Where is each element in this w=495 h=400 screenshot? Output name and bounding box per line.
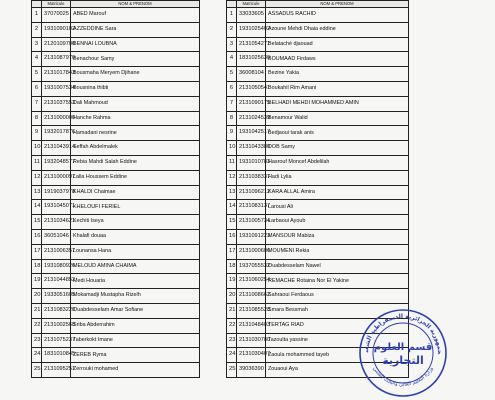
row-number: 23 xyxy=(227,333,237,348)
table-row xyxy=(32,96,200,111)
row-number: 21 xyxy=(32,303,42,318)
table-row xyxy=(32,348,200,363)
row-number: 19 xyxy=(32,274,42,289)
row-number: 16 xyxy=(227,229,237,244)
student-name-cell: Zerrouki mohamed xyxy=(71,363,200,378)
row-number: 25 xyxy=(227,363,237,378)
row-number: 9 xyxy=(227,126,237,141)
row-number: 11 xyxy=(32,155,42,170)
matricule-cell: 1831010845 xyxy=(42,348,71,363)
matricule-cell: 2131075237 xyxy=(42,333,71,348)
student-name-cell: Zouaoui Aya xyxy=(266,363,409,378)
table-row xyxy=(32,318,200,333)
row-number: 24 xyxy=(32,348,42,363)
student-name-cell: Bousmaha Meryem Djihane xyxy=(71,67,200,82)
table-row xyxy=(32,67,200,82)
row-number: 14 xyxy=(32,200,42,215)
table-row xyxy=(227,67,409,82)
table-row xyxy=(32,200,200,215)
matricule-cell: 36051046 xyxy=(42,229,71,244)
student-name-cell: Khalafi douaa xyxy=(71,229,200,244)
matricule-cell: 33033605 xyxy=(237,8,266,23)
table-row xyxy=(32,259,200,274)
matricule-cell: 2131000606 xyxy=(237,244,266,259)
matricule-cell: 2131096212 xyxy=(237,185,266,200)
row-number: 16 xyxy=(32,229,42,244)
table-row xyxy=(227,96,409,111)
table-header-row xyxy=(227,1,409,8)
table-row xyxy=(32,155,200,170)
row-number: 18 xyxy=(32,259,42,274)
table-row xyxy=(32,8,200,23)
matricule-cell: 2131087970 xyxy=(42,52,71,67)
table-row xyxy=(32,141,200,156)
row-number: 12 xyxy=(227,170,237,185)
student-name-cell: Rebia Mahdi Salah Eddine xyxy=(71,155,200,170)
table-row xyxy=(227,274,409,289)
matricule-cell: 2131006357 xyxy=(42,244,71,259)
header-number xyxy=(227,1,237,8)
matricule-cell: 1937055532 xyxy=(237,259,266,274)
student-name-cell: Larousi Ali xyxy=(266,200,409,215)
table-row xyxy=(227,200,409,215)
matricule-cell: 2131048403 xyxy=(237,318,266,333)
matricule-cell: 2131083137 xyxy=(237,200,266,215)
row-number: 22 xyxy=(227,318,237,333)
student-name-cell: Hasrouf Moncef Abdelilah xyxy=(266,155,409,170)
header-name: NOM & PRENOM xyxy=(266,1,409,8)
table-row xyxy=(227,81,409,96)
student-name-cell: Bousnina thibti xyxy=(71,81,200,96)
row-number: 23 xyxy=(32,333,42,348)
student-name-cell: DOB Samy xyxy=(266,141,409,156)
table-row xyxy=(227,37,409,52)
row-number: 7 xyxy=(227,96,237,111)
row-number: 10 xyxy=(227,141,237,156)
student-name-cell: Lalla Houssem Eddine xyxy=(71,170,200,185)
row-number: 5 xyxy=(227,67,237,82)
table-row xyxy=(227,8,409,23)
student-name-cell: Hadi Lylia xyxy=(266,170,409,185)
table-row xyxy=(32,274,200,289)
matricule-cell: 2131090175 xyxy=(237,96,266,111)
student-name-cell: Larbaoui Ayoub xyxy=(266,215,409,230)
row-number: 18 xyxy=(227,259,237,274)
table-row xyxy=(227,111,409,126)
row-number: 2 xyxy=(227,22,237,37)
row-number: 20 xyxy=(227,289,237,304)
student-name-cell: Lounansa Hana xyxy=(71,244,200,259)
student-name-cell: Smara Bessmah xyxy=(266,303,409,318)
matricule-cell: 2131083220 xyxy=(42,303,71,318)
header-matricule: Matricule xyxy=(42,1,71,8)
student-name-cell: KHALDI Chaimae xyxy=(71,185,200,200)
table-row xyxy=(227,126,409,141)
stamp-arc-top-text: جمهورية الجزائرية الديمقراطية الشعب xyxy=(362,312,444,355)
student-name-cell: MANSOUR Mabiza xyxy=(266,229,409,244)
student-name-cell: Kechiti Iseya xyxy=(71,215,200,230)
student-name-cell: Hamadani nesrine xyxy=(71,126,200,141)
matricule-cell: 2131085528 xyxy=(237,303,266,318)
student-name-cell: Belataché djaouad xyxy=(266,37,409,52)
matricule-cell: 2131030780 xyxy=(237,333,266,348)
student-name-cell: Taberkokt Imane xyxy=(71,333,200,348)
matricule-cell: 1931042517 xyxy=(237,126,266,141)
table-header-row xyxy=(32,1,200,8)
matricule-cell: 2131008662 xyxy=(237,289,266,304)
table-row xyxy=(227,215,409,230)
table-row xyxy=(227,229,409,244)
student-name-cell: ABED Marouf xyxy=(71,8,200,23)
matricule-cell: 1931010783 xyxy=(237,155,266,170)
student-name-cell: Boukahil Rim Amani xyxy=(266,81,409,96)
student-name-cell: REMACHE Rotaina Nor El Yakine xyxy=(266,274,409,289)
table-row xyxy=(227,259,409,274)
matricule-cell: 1931045071 xyxy=(42,200,71,215)
row-number: 13 xyxy=(227,185,237,200)
row-number: 11 xyxy=(227,155,237,170)
table-row xyxy=(32,229,200,244)
row-number: 25 xyxy=(32,363,42,378)
row-number: 9 xyxy=(32,126,42,141)
student-name-cell: MOUMENI Rekia xyxy=(266,244,409,259)
matricule-cell: 37070025 xyxy=(42,8,71,23)
row-number: 8 xyxy=(32,111,42,126)
row-number: 17 xyxy=(32,244,42,259)
matricule-cell: 36008104 xyxy=(237,67,266,82)
stamp-middle-text: قسم العلوم xyxy=(373,342,433,353)
student-name-cell: ZEREB Ryma xyxy=(71,348,200,363)
student-name-cell: Ouabdesselam Amar Sofiane xyxy=(71,303,200,318)
row-number: 4 xyxy=(32,52,42,67)
row-number: 24 xyxy=(227,348,237,363)
matricule-cell: 2131050541 xyxy=(237,81,266,96)
row-number: 6 xyxy=(32,81,42,96)
matricule-cell: 2131095251 xyxy=(42,363,71,378)
student-name-cell: BOUMAAD Firdaws xyxy=(266,52,409,67)
matricule-cell: 2131043380 xyxy=(237,141,266,156)
matricule-cell: 2131037553 xyxy=(42,96,71,111)
row-number: 6 xyxy=(227,81,237,96)
matricule-cell: 39036390 xyxy=(237,363,266,378)
matricule-cell: 1931007534 xyxy=(42,81,71,96)
student-name-cell: Mokamadji Mustapha Rizelh xyxy=(71,289,200,304)
student-name-cell: Seffah Abdelmalek xyxy=(71,141,200,156)
table-row xyxy=(32,52,200,67)
table-row xyxy=(32,363,200,378)
table-row xyxy=(32,111,200,126)
matricule-cell: 1932048577 xyxy=(42,155,71,170)
matricule-cell: 2131002568 xyxy=(42,318,71,333)
row-number: 1 xyxy=(227,8,237,23)
matricule-cell: 1931080926 xyxy=(42,259,71,274)
stamp-lower-text: التجارية xyxy=(382,354,424,367)
student-name-cell: Benachour Samy xyxy=(71,52,200,67)
student-name-cell: Bezine Yakia xyxy=(266,67,409,82)
table-row xyxy=(32,244,200,259)
student-name-cell: ASSADUS RACHID xyxy=(266,8,409,23)
table-row xyxy=(32,185,200,200)
student-list-left xyxy=(31,0,200,378)
table-row xyxy=(227,170,409,185)
table-row xyxy=(32,22,200,37)
student-name-cell: KHELOUFI FERIEL xyxy=(71,200,200,215)
table-row xyxy=(32,170,200,185)
row-number: 15 xyxy=(227,215,237,230)
student-name-cell: Zaoula mohammed tayeb xyxy=(266,348,409,363)
student-name-cell: AZZEDDINE Sara xyxy=(71,22,200,37)
table-row xyxy=(227,141,409,156)
matricule-cell: 2131024539 xyxy=(237,111,266,126)
row-number: 15 xyxy=(32,215,42,230)
row-number: 10 xyxy=(32,141,42,156)
matricule-cell: 2131030407 xyxy=(237,348,266,363)
student-name-cell: Benamour Walid xyxy=(266,111,409,126)
matricule-cell: 2131034621 xyxy=(42,215,71,230)
row-number: 17 xyxy=(227,244,237,259)
student-name-cell: MELOUD AMINA CHAIMA xyxy=(71,259,200,274)
student-name-cell: Ouabdesselam Nawel xyxy=(266,259,409,274)
matricule-cell: 2131017843 xyxy=(42,67,71,82)
matricule-cell: 1931091223 xyxy=(237,229,266,244)
student-name-cell: KARA ALLAL Amira xyxy=(266,185,409,200)
student-name-cell: Dali Mahmoud xyxy=(71,96,200,111)
row-number: 21 xyxy=(227,303,237,318)
row-number: 3 xyxy=(32,37,42,52)
matricule-cell: 1931025402 xyxy=(237,22,266,37)
table-row xyxy=(32,37,200,52)
stamp-arc-bottom-text: وزارة التعليم العالي والبحث العلمي xyxy=(371,365,435,388)
row-number: 3 xyxy=(227,37,237,52)
header-name: NOM & PRENOM xyxy=(71,1,200,8)
table-body xyxy=(32,8,200,378)
table-row xyxy=(227,22,409,37)
matricule-cell: 1919037978 xyxy=(42,185,71,200)
matricule-cell: 1831025630 xyxy=(237,52,266,67)
row-number: 1 xyxy=(32,8,42,23)
row-number: 19 xyxy=(227,274,237,289)
matricule-cell: 1931090102 xyxy=(42,22,71,37)
matricule-cell: 2131054271 xyxy=(237,37,266,52)
student-name-cell: Sahraoui Ferdaous xyxy=(266,289,409,304)
matricule-cell: 2131000097 xyxy=(42,170,71,185)
table-row xyxy=(227,289,409,304)
row-number: 2 xyxy=(32,22,42,37)
matricule-cell: 2131043914 xyxy=(42,141,71,156)
table-row xyxy=(227,185,409,200)
table-row xyxy=(32,215,200,230)
student-name-cell: BENNAI LOUBNA xyxy=(71,37,200,52)
row-number: 20 xyxy=(32,289,42,304)
student-name-cell: BELHADI MEHDI MOHAMMED AMIN xyxy=(266,96,409,111)
row-number: 7 xyxy=(32,96,42,111)
student-name-cell: Sriba Abderrahim xyxy=(71,318,200,333)
matricule-cell: 2131005734 xyxy=(237,215,266,230)
student-name-cell: Hanche Rahma xyxy=(71,111,200,126)
matricule-cell: 1932017876 xyxy=(42,126,71,141)
table-row xyxy=(227,155,409,170)
table-row xyxy=(227,244,409,259)
table-row xyxy=(32,303,200,318)
matricule-cell: 1933051605 xyxy=(42,289,71,304)
row-number: 4 xyxy=(227,52,237,67)
header-number xyxy=(32,1,42,8)
header-matricule: Matricule xyxy=(237,1,266,8)
student-name-cell: Medi Houaria xyxy=(71,274,200,289)
matricule-cell: 2131060254 xyxy=(237,274,266,289)
table-row xyxy=(32,289,200,304)
student-name-cell: Bedjaoui tarak anis xyxy=(266,126,409,141)
matricule-cell: 2120109706 xyxy=(42,37,71,52)
matricule-cell: 2131044852 xyxy=(42,274,71,289)
row-number: 14 xyxy=(227,200,237,215)
row-number: 22 xyxy=(32,318,42,333)
table-row xyxy=(32,333,200,348)
student-name-cell: Azoune Mehdi Dhaia eddine xyxy=(266,22,409,37)
table-row xyxy=(32,81,200,96)
table-row xyxy=(32,126,200,141)
matricule-cell: 2131038337 xyxy=(237,170,266,185)
student-name-cell: Tazoulta yassine xyxy=(266,333,409,348)
row-number: 12 xyxy=(32,170,42,185)
student-name-cell: TERTAG RIAD xyxy=(266,318,409,333)
row-number: 8 xyxy=(227,111,237,126)
official-stamp xyxy=(358,308,448,398)
table-row xyxy=(227,52,409,67)
matricule-cell: 2131000000 xyxy=(42,111,71,126)
row-number: 5 xyxy=(32,67,42,82)
row-number: 13 xyxy=(32,185,42,200)
